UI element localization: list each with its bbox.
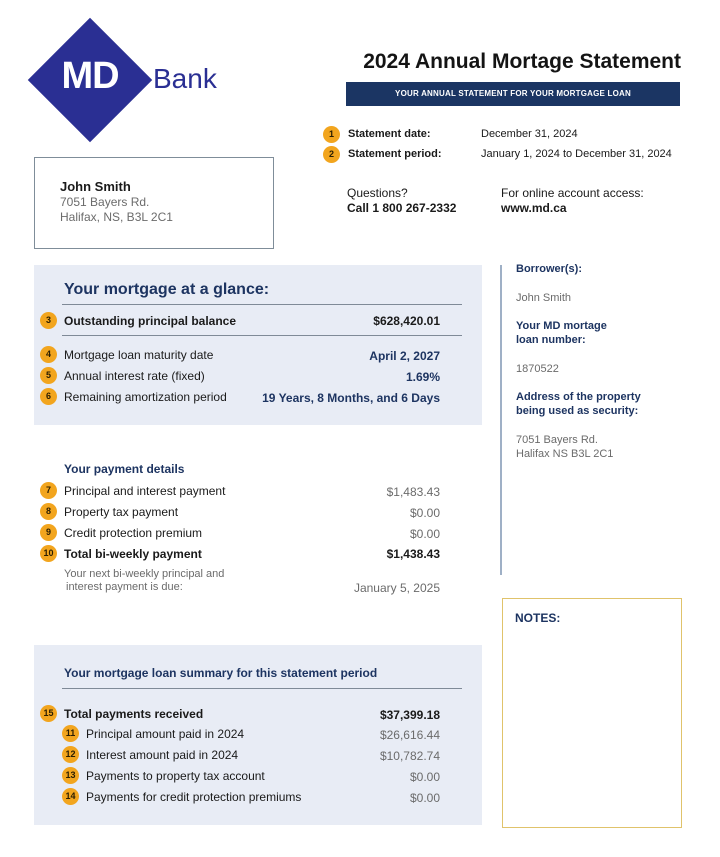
total-payments-label: Total payments received bbox=[64, 707, 204, 721]
property-label-1: Address of the property bbox=[516, 391, 641, 403]
total-biweekly-label: Total bi-weekly payment bbox=[64, 547, 202, 561]
badge-5: 5 bbox=[40, 367, 57, 384]
logo-name: Bank bbox=[153, 63, 217, 94]
title-banner: YOUR ANNUAL STATEMENT FOR YOUR MORTGAGE LOAN bbox=[346, 82, 680, 106]
summary-heading: Your mortgage loan summary for this statement period bbox=[64, 666, 378, 680]
tax-payment-label: Property tax payment bbox=[64, 505, 179, 519]
credit-premium-label: Credit protection premium bbox=[64, 526, 203, 540]
badge-12: 12 bbox=[62, 746, 79, 763]
total-biweekly-value: $1,438.43 bbox=[386, 547, 440, 561]
next-payment-date: January 5, 2025 bbox=[353, 581, 440, 595]
badge-11: 11 bbox=[62, 725, 79, 742]
badge-7: 7 bbox=[40, 482, 57, 499]
statement-period-label: Statement period: bbox=[348, 148, 442, 160]
principal-balance-label: Outstanding principal balance bbox=[64, 314, 237, 328]
property-line2: Halifax NS B3L 2C1 bbox=[516, 448, 614, 460]
property-label-2: being used as security: bbox=[516, 405, 639, 417]
loan-number-label-2: loan number: bbox=[516, 334, 586, 346]
maturity-date-value: April 2, 2027 bbox=[369, 349, 440, 363]
next-payment-line2: interest payment is due: bbox=[66, 581, 183, 593]
payment-heading: Your payment details bbox=[64, 462, 185, 476]
badge-9: 9 bbox=[40, 524, 57, 541]
borrower-label: Borrower(s): bbox=[516, 263, 583, 275]
property-tax-account-label: Payments to property tax account bbox=[86, 769, 265, 783]
badge-10: 10 bbox=[40, 545, 57, 562]
questions-phone[interactable]: Call 1 800 267-2332 bbox=[347, 201, 457, 215]
online-label: For online account access: bbox=[501, 186, 644, 200]
questions-label: Questions? bbox=[347, 186, 408, 200]
next-payment-line1: Your next bi-weekly principal and bbox=[64, 568, 225, 580]
badge-2: 2 bbox=[323, 146, 340, 163]
badge-4: 4 bbox=[40, 346, 57, 363]
tax-payment-value: $0.00 bbox=[409, 506, 440, 520]
credit-premium-value: $0.00 bbox=[409, 527, 440, 541]
address-line2: Halifax, NS, B3L 2C1 bbox=[60, 210, 173, 224]
borrower-value: John Smith bbox=[516, 292, 572, 304]
statement-date-label: Statement date: bbox=[348, 128, 431, 140]
interest-paid-label: Interest amount paid in 2024 bbox=[86, 748, 239, 762]
principal-balance-value: $628,420.01 bbox=[373, 314, 440, 328]
principal-paid-value: $26,616.44 bbox=[379, 728, 440, 742]
property-tax-account-value: $0.00 bbox=[409, 770, 440, 784]
badge-13: 13 bbox=[62, 767, 79, 784]
loan-number-value: 1870522 bbox=[516, 363, 559, 375]
property-line1: 7051 Bayers Rd. bbox=[516, 434, 598, 446]
badge-6: 6 bbox=[40, 388, 57, 405]
interest-paid-value: $10,782.74 bbox=[379, 749, 440, 763]
total-payments-value: $37,399.18 bbox=[379, 708, 440, 722]
amortization-value: 19 Years, 8 Months, and 6 Days bbox=[262, 391, 440, 405]
interest-rate-value: 1.69% bbox=[405, 370, 440, 384]
badge-14: 14 bbox=[62, 788, 79, 805]
online-url-link[interactable]: www.md.ca bbox=[501, 201, 567, 215]
notes-label: NOTES: bbox=[515, 611, 561, 625]
badge-8: 8 bbox=[40, 503, 57, 520]
notes-box[interactable] bbox=[502, 598, 682, 828]
address-line1: 7051 Bayers Rd. bbox=[60, 195, 150, 209]
credit-protection-payments-value: $0.00 bbox=[409, 791, 440, 805]
glance-rule-mid bbox=[62, 335, 462, 336]
sidebar-divider bbox=[500, 265, 502, 575]
glance-rule-top bbox=[62, 304, 462, 305]
credit-protection-payments-label: Payments for credit protection premiums bbox=[86, 790, 302, 804]
maturity-date-label: Mortgage loan maturity date bbox=[64, 348, 214, 362]
summary-rule bbox=[62, 688, 462, 689]
address-name: John Smith bbox=[60, 179, 131, 194]
loan-number-label-1: Your MD mortage bbox=[516, 320, 607, 332]
badge-1: 1 bbox=[323, 126, 340, 143]
principal-paid-label: Principal amount paid in 2024 bbox=[86, 727, 245, 741]
badge-3: 3 bbox=[40, 312, 57, 329]
badge-15: 15 bbox=[40, 705, 57, 722]
statement-date-value: December 31, 2024 bbox=[481, 128, 578, 140]
glance-heading: Your mortgage at a glance: bbox=[64, 281, 270, 298]
pi-payment-value: $1,483.43 bbox=[386, 485, 440, 499]
logo-mark: MD bbox=[61, 55, 119, 97]
pi-payment-label: Principal and interest payment bbox=[64, 484, 226, 498]
statement-period-value: January 1, 2024 to December 31, 2024 bbox=[481, 148, 672, 160]
page-title: 2024 Annual Mortage Statement bbox=[363, 50, 681, 73]
amortization-label: Remaining amortization period bbox=[64, 390, 227, 404]
interest-rate-label: Annual interest rate (fixed) bbox=[64, 369, 205, 383]
